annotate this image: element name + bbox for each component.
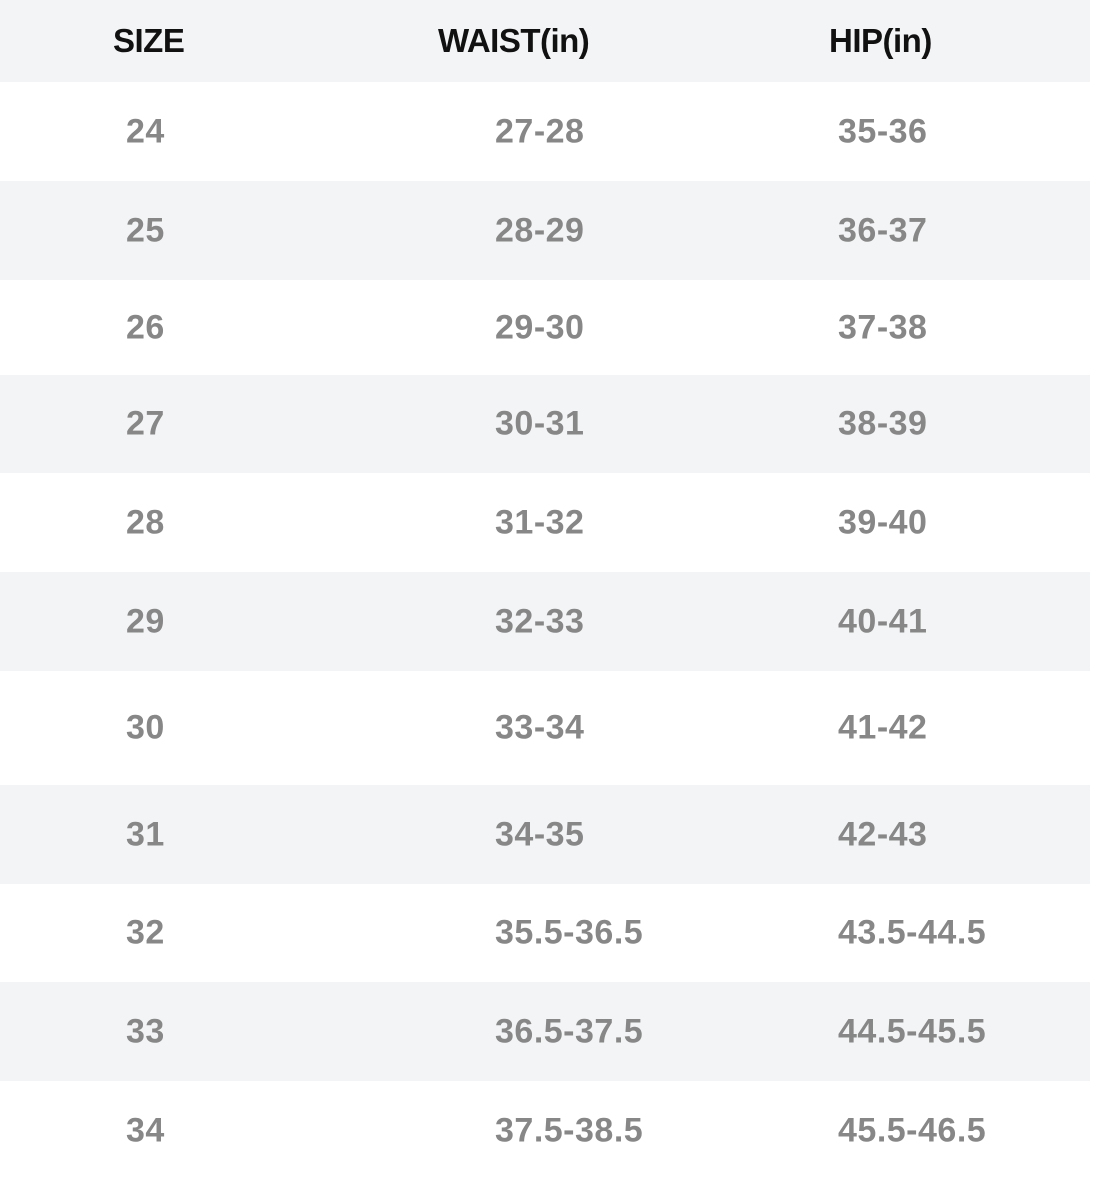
size-cell: 29 (126, 602, 165, 640)
table-row (0, 375, 1090, 473)
table-row (0, 884, 1090, 982)
size-cell: 30 (126, 708, 165, 747)
column-header-hip: HIP(in) (829, 22, 932, 59)
size-cell: 31 (126, 815, 165, 853)
table-row (0, 1081, 1090, 1181)
hip-cell: 35-36 (838, 112, 928, 150)
hip-cell: 43.5-44.5 (838, 913, 987, 952)
hip-cell: 37-38 (838, 308, 928, 346)
waist-cell: 28-29 (495, 211, 585, 249)
hip-cell: 40-41 (838, 602, 928, 640)
hip-cell: 41-42 (838, 708, 928, 747)
size-cell: 25 (126, 211, 165, 249)
hip-cell: 45.5-46.5 (838, 1111, 987, 1150)
hip-cell: 38-39 (838, 404, 928, 443)
size-cell: 33 (126, 1012, 165, 1050)
table-row (0, 982, 1090, 1081)
table-row (0, 82, 1090, 181)
hip-cell: 39-40 (838, 503, 928, 541)
hip-cell: 36-37 (838, 211, 928, 249)
table-row (0, 280, 1090, 375)
table-row (0, 473, 1090, 572)
table-header-row (0, 0, 1090, 82)
waist-cell: 27-28 (495, 112, 585, 150)
waist-cell: 35.5-36.5 (495, 913, 644, 952)
waist-cell: 37.5-38.5 (495, 1111, 644, 1150)
column-header-waist: WAIST(in) (438, 22, 590, 59)
size-cell: 26 (126, 308, 165, 346)
waist-cell: 29-30 (495, 308, 585, 346)
size-cell: 24 (126, 112, 165, 150)
waist-cell: 34-35 (495, 815, 585, 853)
waist-cell: 30-31 (495, 404, 585, 443)
table-row (0, 181, 1090, 280)
table-row (0, 572, 1090, 671)
size-cell: 32 (126, 913, 165, 952)
waist-cell: 32-33 (495, 602, 585, 640)
table-row (0, 785, 1090, 884)
column-header-size: SIZE (113, 22, 185, 59)
size-cell: 28 (126, 503, 165, 541)
table-row (0, 671, 1090, 785)
hip-cell: 44.5-45.5 (838, 1012, 987, 1050)
hip-cell: 42-43 (838, 815, 928, 853)
waist-cell: 33-34 (495, 708, 585, 747)
size-cell: 27 (126, 404, 165, 443)
waist-cell: 31-32 (495, 503, 585, 541)
waist-cell: 36.5-37.5 (495, 1012, 644, 1050)
size-cell: 34 (126, 1111, 165, 1150)
